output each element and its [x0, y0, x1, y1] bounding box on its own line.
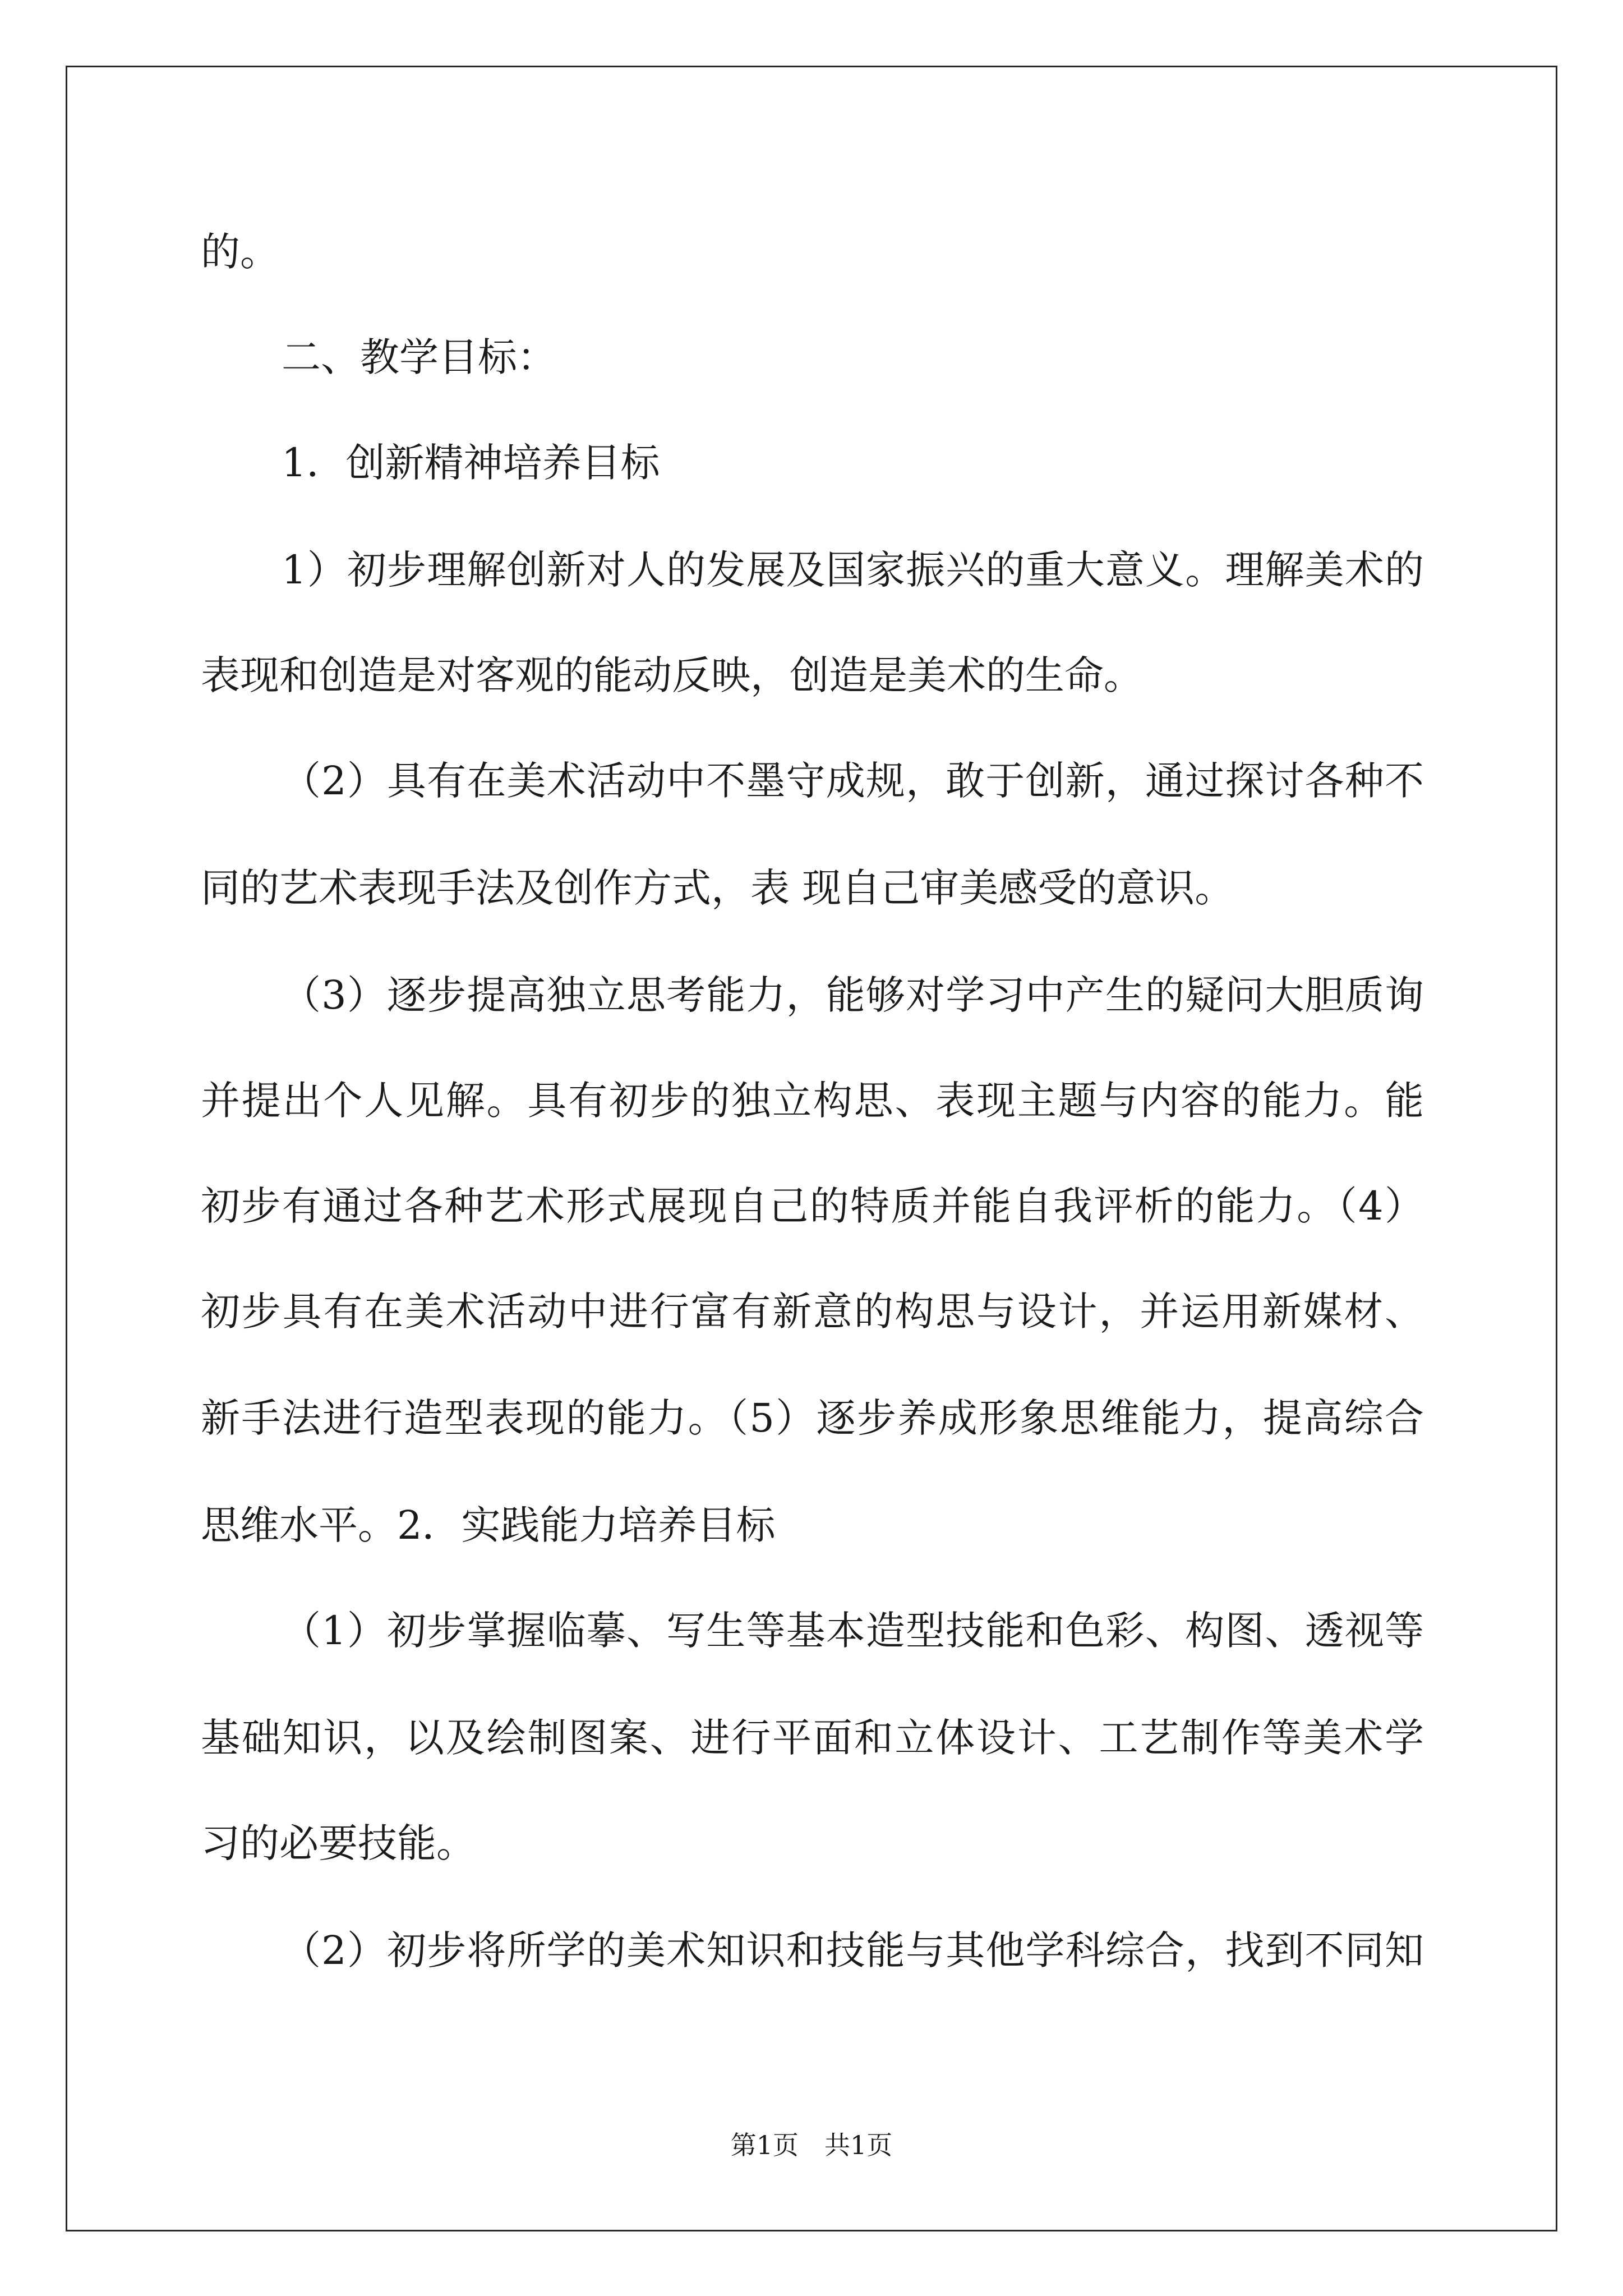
text-line: （3）逐步提高独立思考能力，能够对学习中产生的疑问大胆质询: [282, 972, 1424, 1018]
page-number-footer: 第1页 共1页: [730, 2130, 893, 2160]
text-line: 并提出个人见解。具有初步的独立构思、表现主题与内容的能力。能: [201, 1078, 1424, 1124]
text-line: 新手法进行造型表现的能力。（5）逐步养成形象思维能力，提高综合: [201, 1395, 1424, 1441]
subsection-heading: 1．创新精神培养目标: [282, 440, 660, 486]
text-line: 1）初步理解创新对人的发展及国家振兴的重大意义。理解美术的: [282, 547, 1424, 593]
text-line: （2）具有在美术活动中不墨守成规，敢于创新，通过探讨各种不: [282, 758, 1424, 804]
text-line: 的。: [201, 229, 279, 275]
text-line: （2）初步将所学的美术知识和技能与其他学科综合，找到不同知: [282, 1927, 1424, 1973]
text-line: 初步具有在美术活动中进行富有新意的构思与设计，并运用新媒材、: [201, 1289, 1424, 1335]
text-line: 基础知识，以及绘制图案、进行平面和立体设计、工艺制作等美术学: [201, 1715, 1424, 1761]
text-line: 习的必要技能。: [201, 1820, 476, 1866]
text-line: （1）初步掌握临摹、写生等基本造型技能和色彩、构图、透视等: [282, 1608, 1424, 1654]
page-border: [66, 66, 1557, 2231]
text-line: 表现和创造是对客观的能动反映，创造是美术的生命。: [201, 652, 1143, 698]
text-line: 同的艺术表现手法及创作方式，表 现自己审美感受的意识。: [201, 865, 1234, 911]
text-line: 思维水平。2．实践能力培养目标: [201, 1502, 776, 1548]
section-heading: 二、教学目标：: [282, 334, 556, 380]
text-line: 初步有通过各种艺术形式展现自己的特质并能自我评析的能力。（4）: [201, 1183, 1424, 1229]
